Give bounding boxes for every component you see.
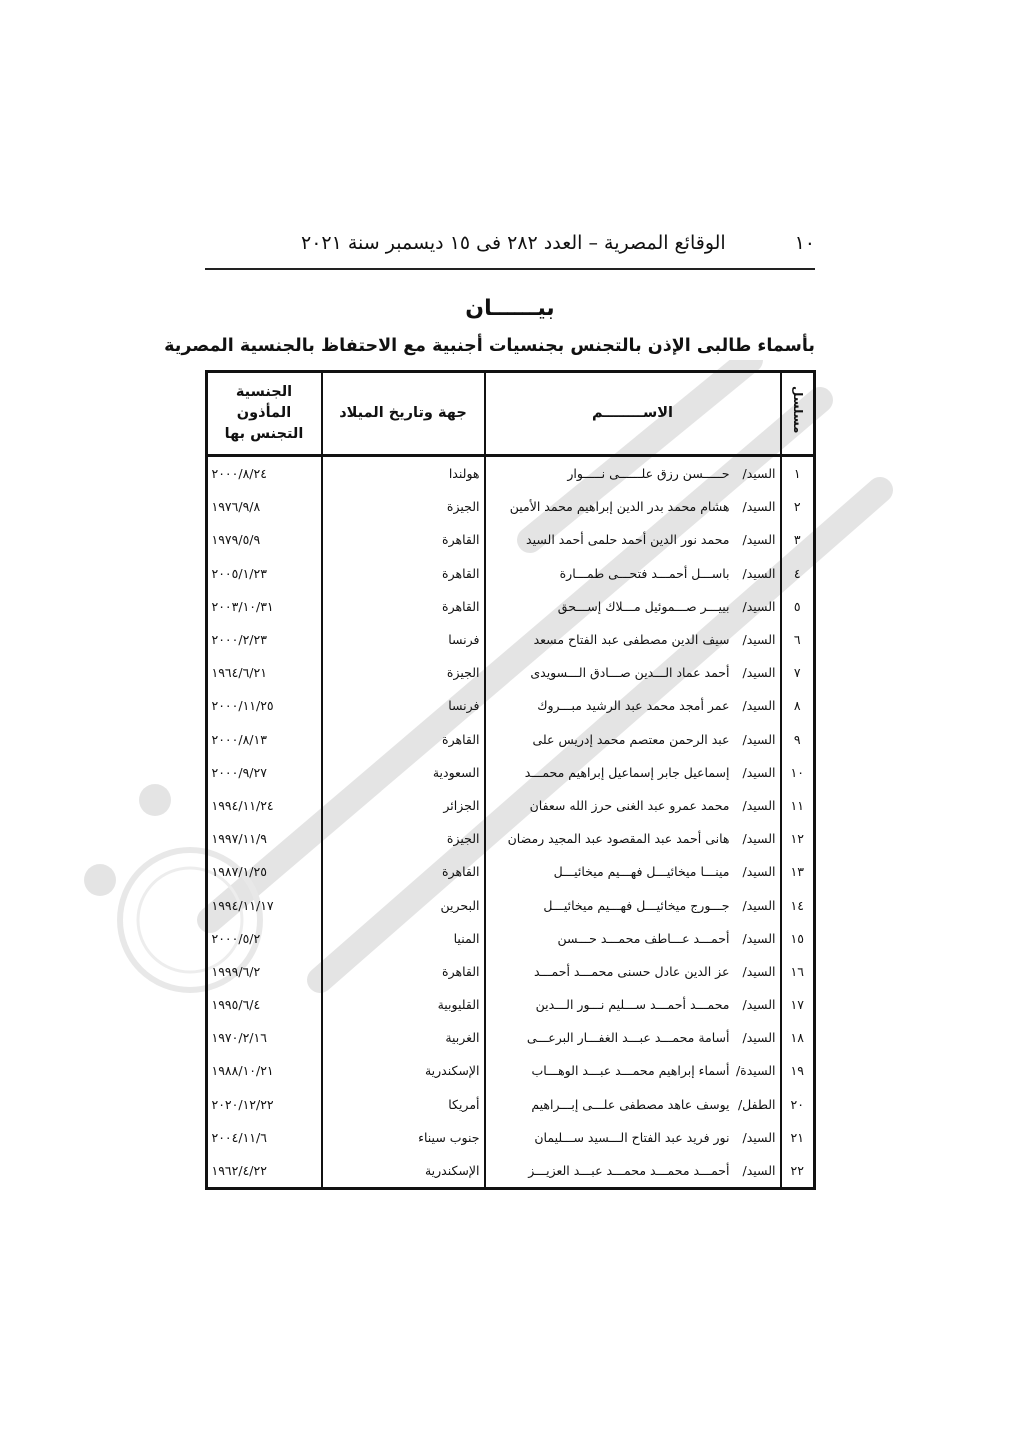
row-full-name: أحمـــد عـــاطف محمـــد حـــسن xyxy=(557,930,730,946)
row-honorific: السيد/ xyxy=(742,864,776,880)
page-header xyxy=(205,228,815,270)
row-full-name: إسماعيل جابر إسماعيل إبراهيم محمـــد xyxy=(524,764,730,780)
row-full-name: محمـــد أحمـــد ســـليم نـــور الـــدين xyxy=(535,997,730,1013)
row-honorific: السيد/ xyxy=(742,764,776,780)
row-full-name: جـــورج ميخائيـــل فهـــيم ميخائيـــل xyxy=(543,897,730,913)
row-birth-date: ١٩٩٩/٦/٢ xyxy=(207,955,322,988)
header-birth: جهة وتاريخ الميلاد xyxy=(322,372,485,456)
row-honorific: السيد/ xyxy=(742,797,776,813)
row-birth-date: ٢٠٠٠/١١/٢٥ xyxy=(207,689,322,722)
table-row xyxy=(207,1054,815,1087)
row-birth-place: القاهرة xyxy=(322,590,485,623)
row-honorific: السيد/ xyxy=(742,532,776,548)
row-birth-place: أمريكا xyxy=(322,1088,485,1121)
header-nationality xyxy=(207,372,322,456)
table-row xyxy=(207,1088,815,1121)
table-row xyxy=(207,1121,815,1154)
row-name-cell xyxy=(485,490,781,523)
row-full-name: عبد الرحمن معتصم محمد إدريس على xyxy=(532,731,730,747)
row-serial: ١٢ xyxy=(781,822,815,855)
row-name-cell xyxy=(485,789,781,822)
row-full-name: أحمد عماد الـــدين صـــادق الـــسويدى xyxy=(530,665,730,681)
row-birth-place: الجيزة xyxy=(322,656,485,689)
row-birth-date: ١٩٩٤/١١/١٧ xyxy=(207,888,322,921)
row-full-name: باســـل أحمـــد فتحـــى طمـــارة xyxy=(559,565,730,581)
row-name-cell xyxy=(485,1021,781,1054)
row-serial: ١٩ xyxy=(781,1054,815,1087)
row-name-cell xyxy=(485,988,781,1021)
row-full-name: أسامة محمـــد عبـــد الغفـــار البرعـــى xyxy=(526,1030,730,1046)
row-birth-date: ١٩٩٤/١١/٢٤ xyxy=(207,789,322,822)
row-full-name: أحمـــد محمـــد محمـــد عبـــد العزيـــز xyxy=(528,1163,730,1179)
table-row xyxy=(207,523,815,556)
table-row xyxy=(207,623,815,656)
row-name-cell xyxy=(485,756,781,789)
row-name-cell xyxy=(485,689,781,722)
row-name-cell xyxy=(485,922,781,955)
row-honorific: السيد/ xyxy=(742,897,776,913)
table-row xyxy=(207,1021,815,1054)
row-honorific: السيد/ xyxy=(742,698,776,714)
row-birth-date: ٢٠٠٠/٨/١٣ xyxy=(207,723,322,756)
gazette-header-title: الوقائع المصرية – العدد ٢٨٢ فى ١٥ ديسمبر سنة ٢٠٢١ xyxy=(301,232,726,254)
row-birth-place: القليوبية xyxy=(322,988,485,1021)
row-birth-date: ١٩٨٧/١/٢٥ xyxy=(207,855,322,888)
row-birth-date: ١٩٨٨/١٠/٢١ xyxy=(207,1054,322,1087)
row-full-name: سيف الدين مصطفى عبد الفتاح مسعد xyxy=(533,632,730,648)
row-birth-date: ٢٠٠٥/١/٢٣ xyxy=(207,557,322,590)
table-row xyxy=(207,1154,815,1189)
table-row xyxy=(207,822,815,855)
table-row xyxy=(207,557,815,590)
row-birth-date: ١٩٧٦/٩/٨ xyxy=(207,490,322,523)
row-birth-place: الجزائر xyxy=(322,789,485,822)
row-birth-date: ٢٠٠٠/٢/٢٣ xyxy=(207,623,322,656)
row-honorific: السيد/ xyxy=(742,831,776,847)
table-row xyxy=(207,955,815,988)
row-serial: ٣ xyxy=(781,523,815,556)
row-birth-place: القاهرة xyxy=(322,557,485,590)
row-name-cell xyxy=(485,456,781,491)
row-birth-place: القاهرة xyxy=(322,855,485,888)
document-title: بيــــــان xyxy=(465,296,555,321)
header-nationality-line2: التجنس بها xyxy=(224,426,304,442)
row-honorific: السيد/ xyxy=(742,499,776,515)
row-name-cell xyxy=(485,1154,781,1189)
row-honorific: السيد/ xyxy=(742,632,776,648)
header-serial: مسلسل xyxy=(781,372,815,456)
row-serial: ١١ xyxy=(781,789,815,822)
table-row xyxy=(207,490,815,523)
row-full-name: عمر أمجد محمد عبد الرشيد مبـــروك xyxy=(537,698,730,714)
row-serial: ١٨ xyxy=(781,1021,815,1054)
row-full-name: محمد عمرو عبد الغنى حرز الله سعفان xyxy=(529,797,730,813)
table-row xyxy=(207,855,815,888)
row-serial: ٢٢ xyxy=(781,1154,815,1189)
row-serial: ١٣ xyxy=(781,855,815,888)
row-full-name: بييـــر صـــموئيل مـــلاك إســـحق xyxy=(557,598,730,614)
row-honorific: الطفل/ xyxy=(737,1096,776,1112)
document-subtitle: بأسماء طالبى الإذن بالتجنس بجنسيات أجنبية مع الاحتفاظ بالجنسية المصرية xyxy=(164,336,815,356)
row-birth-place: الجيزة xyxy=(322,490,485,523)
row-full-name: عز الدين عادل حسنى محمـــد أحمـــد xyxy=(533,963,730,979)
row-honorific: السيد/ xyxy=(742,997,776,1013)
row-birth-place: الغربية xyxy=(322,1021,485,1054)
row-serial: ١ xyxy=(781,456,815,491)
row-birth-date: ١٩٩٧/١١/٩ xyxy=(207,822,322,855)
row-serial: ٤ xyxy=(781,557,815,590)
row-full-name: يوسف عاهد مصطفى علـــى إبـــراهيم xyxy=(531,1096,730,1112)
row-birth-place: القاهرة xyxy=(322,723,485,756)
row-serial: ١٤ xyxy=(781,888,815,921)
row-honorific: السيد/ xyxy=(742,665,776,681)
row-serial: ١٥ xyxy=(781,922,815,955)
row-birth-place: الإسكندرية xyxy=(322,1154,485,1189)
table-row xyxy=(207,689,815,722)
row-birth-date: ١٩٧٩/٥/٩ xyxy=(207,523,322,556)
row-serial: ٢٠ xyxy=(781,1088,815,1121)
row-serial: ٨ xyxy=(781,689,815,722)
table-row xyxy=(207,723,815,756)
row-birth-date: ٢٠٠٠/٨/٢٤ xyxy=(207,456,322,491)
row-full-name: حـــــسن رزق علــــــى نـــــوار xyxy=(567,466,730,482)
row-name-cell xyxy=(485,955,781,988)
row-name-cell xyxy=(485,888,781,921)
row-name-cell xyxy=(485,557,781,590)
row-birth-place: المنيا xyxy=(322,922,485,955)
row-honorific: السيد/ xyxy=(742,930,776,946)
row-birth-date: ١٩٩٥/٦/٤ xyxy=(207,988,322,1021)
header-name: الاســــــــم xyxy=(485,372,781,456)
table-row xyxy=(207,756,815,789)
row-birth-date: ٢٠٠٤/١١/٦ xyxy=(207,1121,322,1154)
row-birth-date: ٢٠٠٣/١٠/٣١ xyxy=(207,590,322,623)
row-serial: ١٧ xyxy=(781,988,815,1021)
row-name-cell xyxy=(485,623,781,656)
row-full-name: نور فريد عبد الفتاح الـــسيد ســـليمان xyxy=(534,1129,730,1145)
row-birth-date: ٢٠٠٠/٩/٢٧ xyxy=(207,756,322,789)
row-birth-date: ١٩٧٠/٢/١٦ xyxy=(207,1021,322,1054)
row-honorific: السيد/ xyxy=(742,598,776,614)
row-birth-place: القاهرة xyxy=(322,523,485,556)
row-birth-place: السعودية xyxy=(322,756,485,789)
row-serial: ١٠ xyxy=(781,756,815,789)
row-full-name: هشام محمد بدر الدين إبراهيم محمد الأمين xyxy=(509,499,730,515)
row-honorific: السيد/ xyxy=(742,731,776,747)
row-full-name: أسماء إبراهيم محمـــد عبـــد الوهـــاب xyxy=(531,1063,730,1079)
page-number: ١٠ xyxy=(794,232,815,254)
row-birth-place: القاهرة xyxy=(322,955,485,988)
row-name-cell xyxy=(485,855,781,888)
row-name-cell xyxy=(485,822,781,855)
row-birth-place: البحرين xyxy=(322,888,485,921)
table-row xyxy=(207,922,815,955)
row-birth-date: ٢٠٢٠/١٢/٢٢ xyxy=(207,1088,322,1121)
row-name-cell xyxy=(485,1054,781,1087)
row-birth-place: فرنسا xyxy=(322,689,485,722)
row-honorific: السيد/ xyxy=(742,565,776,581)
row-honorific: السيدة/ xyxy=(735,1063,776,1079)
row-birth-place: فرنسا xyxy=(322,623,485,656)
row-honorific: السيد/ xyxy=(742,963,776,979)
header-nationality-line1: الجنسية المأذون xyxy=(235,383,293,421)
row-birth-date: ١٩٦٢/٤/٢٢ xyxy=(207,1154,322,1189)
row-birth-place: الجيزة xyxy=(322,822,485,855)
row-serial: ٩ xyxy=(781,723,815,756)
row-birth-place: الإسكندرية xyxy=(322,1054,485,1087)
table-row xyxy=(207,888,815,921)
row-serial: ١٦ xyxy=(781,955,815,988)
row-name-cell xyxy=(485,523,781,556)
row-full-name: محمد نور الدين أحمد حلمى أحمد السيد xyxy=(526,532,730,548)
row-honorific: السيد/ xyxy=(742,1129,776,1145)
row-serial: ٢١ xyxy=(781,1121,815,1154)
table-row xyxy=(207,988,815,1021)
row-birth-date: ٢٠٠٠/٥/٢ xyxy=(207,922,322,955)
row-honorific: السيد/ xyxy=(742,1163,776,1179)
row-full-name: مينـــا ميخائيـــل فهـــيم ميخائيـــل xyxy=(553,864,730,880)
row-birth-place: هولندا xyxy=(322,456,485,491)
row-birth-date: ١٩٦٤/٦/٢١ xyxy=(207,656,322,689)
row-name-cell xyxy=(485,1121,781,1154)
row-birth-place: جنوب سيناء xyxy=(322,1121,485,1154)
table-row xyxy=(207,590,815,623)
row-serial: ٥ xyxy=(781,590,815,623)
table-row xyxy=(207,456,815,491)
row-name-cell xyxy=(485,1088,781,1121)
row-name-cell xyxy=(485,590,781,623)
applicants-table xyxy=(205,370,816,1190)
row-honorific: السيد/ xyxy=(742,466,776,482)
row-honorific: السيد/ xyxy=(742,1030,776,1046)
row-full-name: هانى أحمد عبد المقصود عبد المجيد رمضان xyxy=(507,831,730,847)
row-name-cell xyxy=(485,723,781,756)
row-serial: ٧ xyxy=(781,656,815,689)
table-row xyxy=(207,656,815,689)
table-row xyxy=(207,789,815,822)
row-serial: ٢ xyxy=(781,490,815,523)
table-header-row xyxy=(207,372,815,456)
row-serial: ٦ xyxy=(781,623,815,656)
row-name-cell xyxy=(485,656,781,689)
